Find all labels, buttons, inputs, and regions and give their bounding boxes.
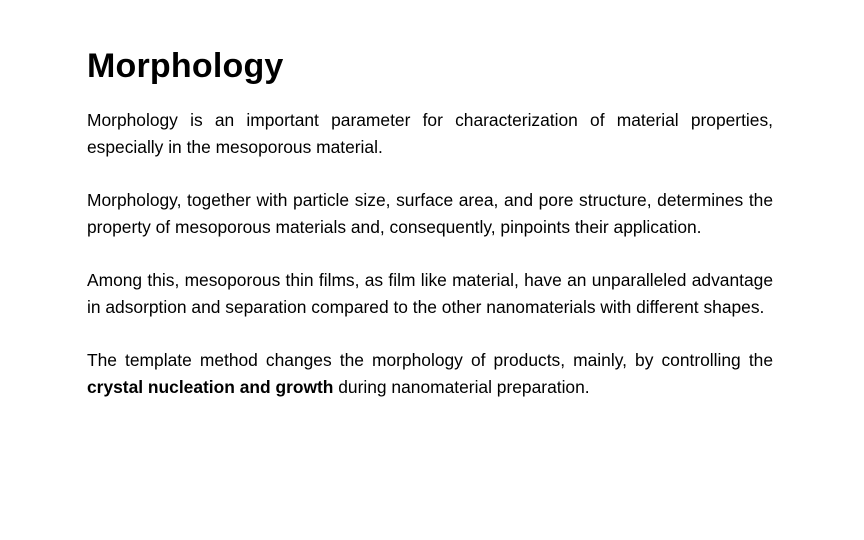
paragraph-4 — [87, 347, 773, 400]
paragraph-4-text-end: during nanomaterial preparation. — [333, 376, 590, 397]
paragraph-4-bold-phrase: crystal nucleation and growth — [87, 376, 334, 397]
paragraph-4-text-start: The template method changes the morphology of products, mainly, by controlling the — [87, 350, 773, 370]
slide-body — [87, 107, 773, 427]
paragraph-2: Morphology, together with particle size, surface area, and pore structure, determines the property of mesoporous materials and, consequently, pinpoints their application. — [87, 190, 773, 237]
paragraph-3: Among this, mesoporous thin films, as film like material, have an unparalleled advantage in adsorption and separation compared to the other nanomaterials with different shapes. — [87, 270, 773, 317]
paragraph-1: Morphology is an important parameter for characterization of material properties, especially in the mesoporous material. — [87, 110, 773, 157]
slide-title: Morphology — [87, 47, 284, 85]
